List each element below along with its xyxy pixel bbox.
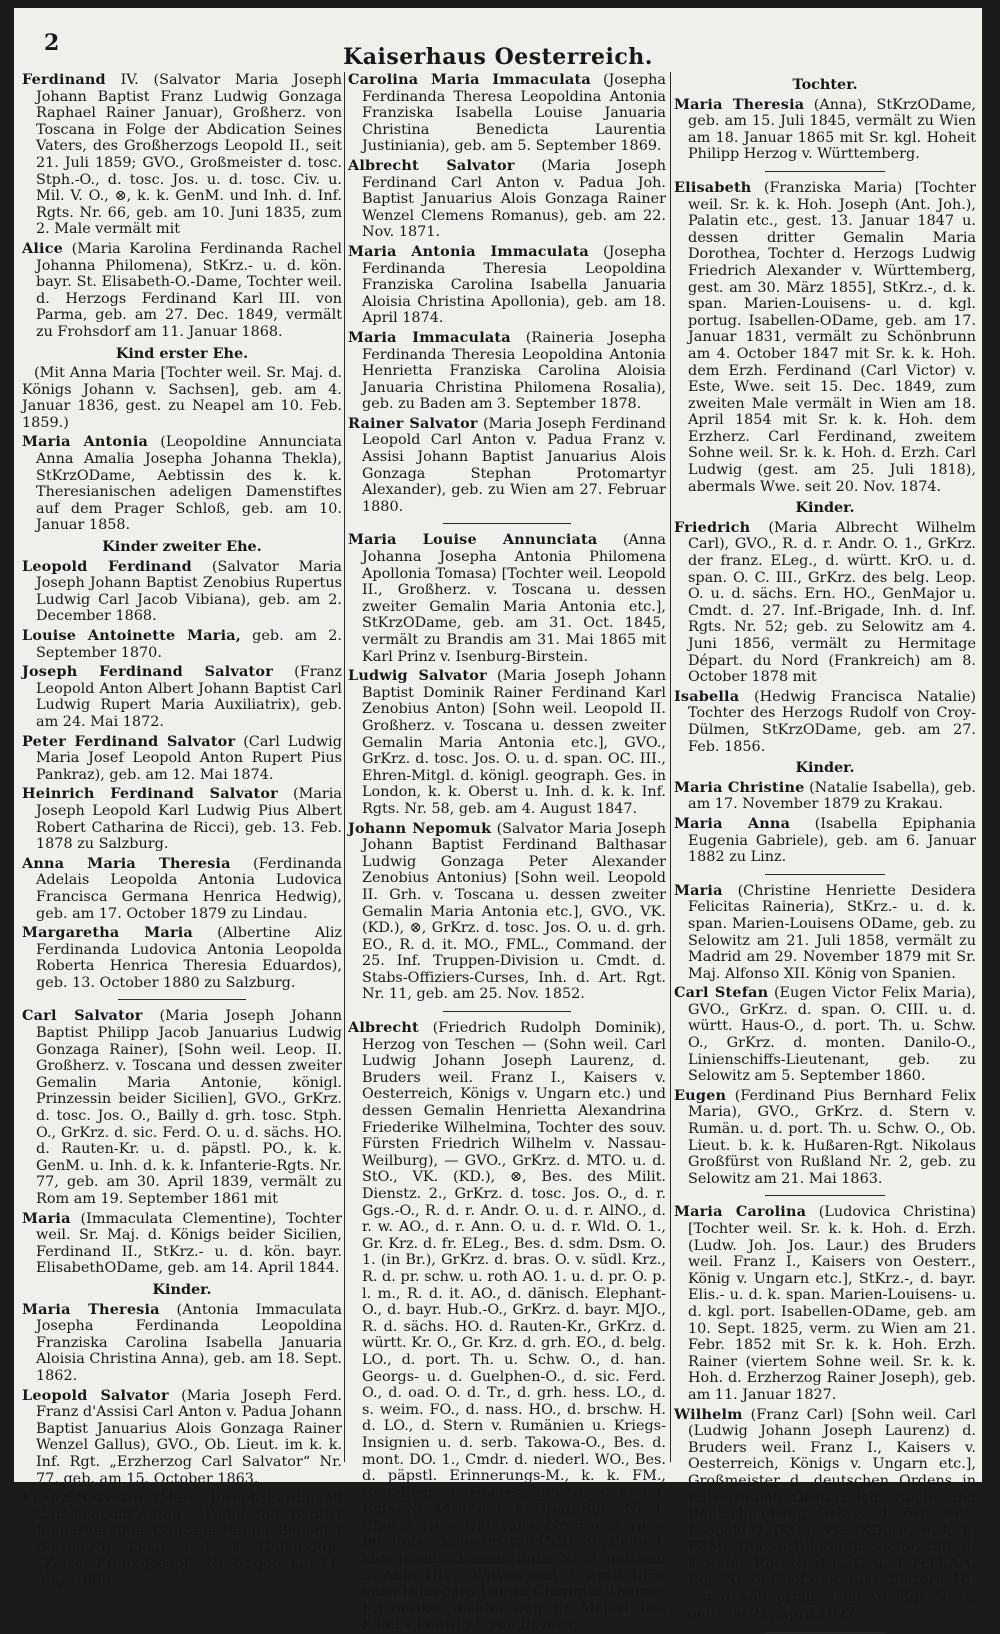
genealogy-entry (348, 244, 666, 327)
entry-name: Wilhelm (674, 1405, 743, 1423)
genealogy-entry (22, 786, 342, 852)
genealogy-entry (674, 97, 976, 163)
genealogy-entry (348, 330, 666, 413)
genealogy-entry (674, 1407, 976, 1623)
entry-name: Eugen (674, 1086, 727, 1104)
section-heading: Kind erster Ehe. (115, 344, 249, 362)
entry-name: Maria Christine (674, 778, 805, 796)
entry-name: Louise Antoinette Maria, (22, 627, 241, 644)
entry-name: Margaretha Maria (22, 924, 193, 942)
genealogy-entry (22, 1008, 342, 1207)
genealogy-entry (674, 985, 976, 1085)
separator-rule (118, 999, 246, 1000)
column-right (674, 72, 976, 1622)
entry-name: Maria Theresia (674, 95, 805, 113)
entry-text: (Natalie Isabella), geb. am 17. November 1879 zu Krakau. (688, 779, 976, 813)
entry-name: Elisabeth (674, 178, 752, 196)
section-heading: Kinder. (795, 759, 855, 777)
entry-text: (Salvator Maria Joseph Johann Baptist Zenobius Rupertus Ludwig Carl Jacob Vibiana), geb. am 2. December 1868. (36, 558, 343, 625)
genealogy-entry (22, 734, 342, 784)
entry-note (22, 365, 342, 431)
entry-name: Carl Salvator (22, 1007, 143, 1025)
entry-text: (Anna Johanna Josepha Antonia Philomena Apollonia Tomasa) [Tochter weil. Leopold II., Großherz. v. Toscana u. dessen zweiter Gemalin Maria Antonia etc.], StKrzODame, geb. am 31. Oct. 1845, vermält zu Brandis am 31. Mai 1865 mit Karl Prinz v. Isenburg-Birstein. (362, 532, 666, 665)
entry-text: (Franz Carl) [Sohn weil. Carl (Ludwig Johann Joseph Laurenz) d. Bruders weil. Franz I., Kaisers v. Oesterreich, Königs v. Ungarn etc.], Großmeister d. deutschen Ordens in Kaiserthume Oesterreich, Hoch- und Deutschmeister, GrKrz. d. öst. kais. Leopold-O. (KD.), VK. (KD.) u. ⊗; k. k. FZM., Gen.-Artillerie-Inspector, Inh. d. k. k. Inf. Rgt. Nr. 4 u. 12 u. d. Feld-Art. Rgt. Nr. 6; Chef d. k. russ. Batterie Nr. 7 u. d. kön. preuß. Feld-Art. Rgt. Nr. 1; geb. am 21. April 1827. (688, 1406, 976, 1622)
entry-name: Friedrich (674, 518, 751, 536)
column-left (22, 71, 343, 1590)
entry-text: (Franziska Maria) [Tochter weil. Sr. k. k. Hoh. Joseph (Ant. Joh.), Palatin etc., gest. 13. Januar 1847 u. dessen dritter Gemalin Maria Dorothea, Tochter d. Herzogs Ludwig Friedrich Alexander v. Württemberg, gest. am 30. März 1855], StKrz.-, d. k. span. Marien-Louisens- u. d. kgl. portug. Isabellen-ODame, geb. am 17. Januar 1831, vermält zu Schönbrunn am 4. October 1847 mit Sr. k. k. Hoh. dem Erzh. Ferdinand (Carl Victor) v. Este, Wwe. seit 15. Dec. 1849, zum zweiten Male vermält in Wien am 18. April 1854 mit Sr. k. k. Hoh. dem Erzherz. Carl Ferdinand, zweitem Sohne weil. Sr. k. k. Hoh. d. Erzh. Carl Ludwig (gest. am 25. Juli 1818), abermals Wwe. seit 20. Nov. 1874. (688, 179, 976, 495)
genealogy-entry (22, 1388, 342, 1488)
entry-text: (Maria Joseph Ferdinand Carl Anton v. Padua Joh. Baptist Januarius Alois Gonzaga Rainer Wenzel Clemens Romanus), geb. am 22. Nov. 1871. (362, 157, 666, 241)
entry-text: (Maria Joseph Ferdinand Leopold Carl Anton v. Padua Franz v. Assisi Johann Baptist Januarius Alois Gonzaga Stephan Protomartyr Alexander), geb. zu Wien am 27. Februar 1880. (362, 415, 667, 515)
entry-name: Albrecht Salvator (348, 156, 515, 174)
genealogy-entry (674, 1088, 976, 1188)
entry-text: (Maria Albrecht Wilhelm Carl), GVO., R. d. r. Andr. O. 1., GrKrz. der franz. ELeg., d. württ. KrO. u. d. span. O. C. III., GrKrz. des belg. Leop. O. u. d. sächs. Ern. HO., GenMajor u. Cmdt. d. 27. Inf.-Brigade, Inh. d. Inf. Rgts. Nr. 52; geb. zu Selowitz am 4. Juni 1856, vermält zu Hermitage Départ. du Nord (Frankreich) am 8. October 1878 mit (688, 519, 976, 686)
entry-text: (Maria Joseph Ferdinand Carl Leopold Anton v. Padua Joh. Baptist Januarius Alois Gonzaga Rainer Benedict Bernhard), Lieut. i. k. k. Uhlan.-Rgt. „Kaiser Franz Joseph“ Nr. 6, geb. am 21. Aug. 1866. (36, 1490, 343, 1590)
section-heading: Kinder. (795, 499, 855, 517)
genealogy-entry (348, 532, 666, 665)
entry-name: Maria Anna (674, 814, 791, 832)
entry-text: (Ferdinanda Adelais Leopolda Antonia Ludovica Francisca Germana Henrica Hedwig), geb. am 17. October 1879 zu Lindau. (36, 855, 342, 922)
entry-name: Isabella (674, 687, 740, 705)
genealogy-entry (674, 689, 976, 755)
genealogy-entry (348, 821, 666, 1004)
column-middle (348, 71, 667, 1634)
entry-text: (Raineria Josepha Ferdinanda Theresia Leopoldina Antonia Henrietta Franziska Carolina Aloisia Januaria Christina Philomena Rosalia), geb. zu Baden am 3. September 1878. (362, 329, 666, 413)
separator-rule (765, 874, 886, 875)
genealogy-entry (22, 1490, 342, 1590)
entry-text: (Maria Joseph Ferd. Franz d'Assisi Carl Anton v. Padua Johann Baptist Januarius Alois Gonzaga Rainer Wenzel Gallus), GVO., Ob. Lieut. im k. k. Inf. Rgt. „Erzherzog Carl Salvator“ Nr. 77, geb. am 15. October 1863. (36, 1387, 342, 1487)
entry-text: (Friedrich Rudolph Dominik), Herzog von Teschen — (Sohn weil. Carl Ludwig Johann Joseph Laurenz, d. Bruders weil. Franz I., Kaisers v. Oesterreich, Königs v. Ungarn etc.) und dessen Gemalin Henrietta Alexandrina Friederike Wilhelmina, Tochter des souv. Fürsten Friedrich Wilhelm v. Nassau-Weilburg), — GVO., GrKrz. d. MTO. u. d. StO., VK. (KD.), ⊗, Bes. des Milit. Dienstz. 2., GrKrz. d. tosc. Jos. O., d. r. Ggs.-O., R. d. r. Andr. O. u. d. r. AlNO., d. r. w. AO., d. r. Ann. O. u. d. r. Wld. O. 1., Gr. Krz. d. fr. ELeg., Bes. d. sdm. Dsm. O. 1. (in Br.), GrKrz. d. bras. O. v. südl. Krz., R. d. pr. schw. u. roth AO. 1. u. d. pr. O. p. l. m., R. d. it. AO., d. dänisch. Elephant-O., d. bayr. Hub.-O., GrKrz. d. bayr. MJO., R. d. sächs. HO. d. Rauten-Kr., GrKrz. d. württ. Kr. O., Gr. Krz. d. grh. EO., d. belg. LO., d. port. Th. u. Schw. O., d. han. Georgs- u. d. Guelphen-O., d. sic. Ferd. O., d. oad. O. d. Tr., d. grh. hess. LO., d. s. weim. FO., d. nass. HO., d. brschw. H. d. LO., d. Stern v. Rumänien u. Kriegs-Insignien u. d. serb. Takowa-O., Bes. d. mont. DO. 1., Cmdr. d. niederl. WO., Bes. d. päpstl. Erinnerungs-M., k. k. FM., Gen.-Insp. d. Heeres, Inh. d. k. k. Inf. Rgts. Nr. 44 u. d. k. k. Drag. Rgts. Nr. 4, Chef d. russ. Uhl. Rgts. Nr. 5 u. d. russ. Inf. Rgts. „Wilmanstrand“ Nr. 86, dann d. kön. preuß. Grenad. Rgts. Nr. 3; geb. am 3. Aug. 1817. Witwer seit 2. April 1864 nach Hildegard Louise Charlotte Therese Friederike, Tochter weil. Sr. Majest. des Königs Ludwig I. von Bayern. (362, 1020, 666, 1634)
entry-text: (Maria Joseph Johann Baptist Philipp Jacob Januarius Ludwig Gonzaga Rainer), [Sohn weil. Leop. II. Großherz. v. Toscana und dessen zweiter Gemalin Maria Antonie, königl. Prinzessin beider Sicilien], GVO., GrKrz. d. tosc. Jos. O., Bailly d. grh. tosc. Stph. O., GrKrz. d. sic. Ferd. O. u. d. sächs. HO. d. Rauten-Kr. u. d. päpstl. PO., k. k. GenM. u. Inh. d. k. k. Infanterie-Rgts. Nr. 77, geb. am 30. April 1839, vermält zu Rom am 19. September 1861 mit (36, 1008, 342, 1207)
genealogy-entry (674, 1204, 976, 1403)
entry-text: (Carl Ludwig Maria Josef Leopold Anton Rupert Pius Pankraz), geb. am 12. Mai 1874. (36, 733, 342, 783)
genealogy-entry (674, 520, 976, 686)
genealogy-entry (22, 1302, 342, 1385)
entry-text: (Franz Leopold Anton Albert Johann Baptist Carl Ludwig Rupert Maria Auxiliatrix), geb. am 24. Mai 1872. (36, 664, 342, 730)
entry-name: Carl Stefan (674, 984, 769, 1002)
column-rule (670, 72, 671, 1462)
separator-rule (765, 1632, 886, 1633)
entry-name: Leopold Ferdinand (22, 557, 192, 575)
entry-text: (Josepha Ferdinanda Theresia Leopoldina Franziska Carolina Isabella Januaria Aloisia Christina Apollonia), geb. am 18. April 1874. (362, 243, 666, 327)
entry-name: Johann Nepomuk (348, 819, 492, 837)
genealogy-entry (22, 72, 342, 238)
separator-rule (443, 523, 570, 524)
genealogy-entry (348, 1020, 666, 1634)
entry-name: Maria Antonia (22, 433, 149, 451)
document-page (14, 8, 982, 1634)
entry-name: Maria (22, 1209, 71, 1227)
entry-name: Maria Theresia (22, 1300, 160, 1318)
genealogy-entry (22, 925, 342, 991)
entry-name: Maria (674, 881, 723, 899)
page-number: 2 (44, 30, 60, 56)
entry-name: Maria Louise Annunciata (348, 531, 598, 549)
entry-name: Maria Carolina (674, 1203, 807, 1221)
entry-text: (Eugen Victor Felix Maria), GVO., GrKrz. d. span. O. CIII. u. d. württ. Haus-O., d. port. Th. u. Schw. O., GrKrz. d. monten. Danilo-O., Linienschiffs-Lieutenant, geb. zu Selowitz am 5. September 1860. (688, 985, 976, 1085)
entry-text: (Isabella Epiphania Eugenia Gabriele), geb. am 6. Januar 1882 zu Linz. (688, 815, 976, 866)
entry-text: (Hedwig Francisca Natalie) Tochter des Herzogs Rudolf von Croy-Dülmen, StKrzODame, geb. am 27. Feb. 1856. (688, 688, 976, 755)
entry-name: Joseph Ferdinand Salvator (22, 663, 273, 681)
genealogy-entry (22, 664, 342, 730)
entry-name: Maria Immaculata (348, 328, 511, 346)
genealogy-entry (348, 416, 666, 516)
entry-name: Rainer Salvator (348, 414, 478, 432)
entry-name: Leopold Salvator (22, 1386, 169, 1404)
entry-name: Carolina Maria Immaculata (348, 71, 591, 88)
entry-text: (Albertine Aliz Ferdinanda Ludovica Antonia Leopolda Roberta Henrica Theresia Eduardos), geb. 13. October 1880 zu Salzburg. (36, 925, 343, 991)
genealogy-entry (674, 780, 976, 813)
entry-text: (Immaculata Clementine), Tochter weil. Sr. Maj. d. Königs beider Sicilien, Ferdinand II., StKrz.- u. d. kön. bayr. ElisabethODame, geb. am 14. April 1844. (36, 1210, 342, 1277)
entry-name: Alice (22, 239, 64, 257)
separator-rule (765, 171, 886, 172)
genealogy-entry (674, 883, 976, 983)
section-heading: Kinder. (152, 1280, 212, 1298)
genealogy-entry (674, 180, 976, 495)
genealogy-entry (348, 158, 666, 241)
genealogy-entry (22, 434, 342, 534)
entry-text: (Leopoldine Annunciata Anna Amalia Josepha Johanna Thekla), StKrzODame, Aebtissin des k. k. Theresianischen adeligen Damenstiftes auf dem Prager Schloß, geb. am 10. Januar 1858. (36, 434, 342, 534)
entry-name: Ludwig Salvator (348, 667, 487, 685)
entry-text: (Mit Anna Maria [Tochter weil. Sr. Maj. d. Königs Johann v. Sachsen], geb. am 4. Januar 1836, gest. zu Neapel am 10. Feb. 1859.) (22, 365, 342, 431)
section-heading: Kinder zweiter Ehe. (102, 538, 262, 556)
genealogy-entry (22, 1211, 342, 1277)
entry-text: (Anna), StKrzODame, geb. am 15. Juli 1845, vermält zu Wien am 18. Januar 1865 mit Sr. kgl. Hoheit Philipp Herzog v. Württemberg. (688, 96, 976, 163)
entry-name: Franz Salvator (22, 1489, 146, 1507)
separator-rule (443, 1011, 570, 1012)
entry-text: (Maria Karolina Ferdinanda Rachel Johanna Philomena), StKrz.- u. d. kön. bayr. St. Elisabeth-O.-Dame, Tochter weil. d. Herzogs Ferdinand Karl III. von Parma, geb. am 27. Dec. 1849, vermält zu Frohsdorf am 11. Januar 1868. (36, 240, 342, 340)
genealogy-entry (22, 856, 342, 922)
entry-text: (Antonia Immaculata Josepha Ferdinanda Leopoldina Franziska Carolina Isabella Januaria Aloisia Christina Anna), geb. am 18. Sept. 1862. (36, 1301, 342, 1384)
section-heading: Tochter. (792, 76, 858, 93)
entry-text: (Maria Joseph Leopold Karl Ludwig Pius Albert Robert Catharina de Ricci), geb. 13. Feb. 1878 zu Salzburg. (36, 786, 342, 853)
entry-text: (Ferdinand Pius Bernhard Felix Maria), GVO., GrKrz. d. Stern v. Rumän. u. d. port. Th. u. Schw. O., Ob. Lieut. b. k. k. Hußaren-Rgt. Nikolaus Großfürst von Rußland Nr. 2, geb. zu Selowitz am 21. Mai 1863. (688, 1087, 976, 1187)
entry-text: (Ludovica Christina) [Tochter weil. Sr. k. k. Hoh. d. Erzh. (Ludw. Joh. Jos. Laur.) des Bruders weil. Franz I., Kaisers von Oesterr., König v. Ungarn etc.], StKrz.-, d. bayr. Elis.- u. d. k. span. Marien-Louisens- u. d. kgl. port. Isabellen-ODame, geb. am 10. Sept. 1825, verm. zu Wien am 21. Febr. 1852 mit Sr. k. k. Hoh. Erzh. Rainer (viertem Sohne weil. Sr. k. k. Hoh. d. Erzherzog Rainer Joseph), geb. am 11. Januar 1827. (688, 1204, 976, 1403)
genealogy-entry (22, 628, 342, 661)
entry-name: Albrecht (348, 1019, 419, 1037)
entry-name: Heinrich Ferdinand Salvator (22, 785, 278, 803)
entry-text: (Christine Henriette Desidera Felicitas Raineria), StKrz.- u. d. k. span. Marien-Louisens ODame, geb. zu Selowitz am 21. Juli 1858, vermält zu Madrid am 29. November 1879 mit Sr. Maj. Alfonso XII. König von Spanien. (688, 882, 976, 982)
genealogy-entry (348, 72, 666, 155)
entry-name: Maria Antonia Immaculata (348, 242, 589, 260)
page-title: Kaiserhaus Oesterreich. (343, 44, 653, 70)
genealogy-entry (348, 668, 666, 817)
genealogy-entry (22, 559, 342, 625)
genealogy-entry (674, 816, 976, 866)
separator-rule (765, 1195, 886, 1196)
genealogy-entry (22, 241, 342, 341)
entry-text: (Maria Joseph Johann Baptist Dominik Rainer Ferdinand Karl Zenobius Anton) [Sohn weil. Leopold II. Großherz. v. Toscana u. dessen zweiter Gemalin Maria Antonia etc.], GVO., GrKrz. d. tosc. Jos. O. u. d. span. OC. III., Ehren-Mitgl. d. königl. geograph. Ges. in London, k. k. Oberst u. Inh. d. k. k. Inf. Rgts. Nr. 58, geb. am 4. August 1847. (362, 668, 666, 817)
entry-text: (Josepha Ferdinanda Theresa Leopoldina Antonia Franziska Isabella Louise Januaria Christina Benedicta Laurentia Justiniania), geb. am 5. September 1869. (362, 72, 666, 155)
entry-name: Anna Maria Theresia (22, 854, 231, 872)
entry-name: Ferdinand (22, 71, 106, 88)
entry-text: (Salvator Maria Joseph Johann Baptist Ferdinand Balthasar Ludwig Gonzaga Peter Alexander Zenobius Antonius) [Sohn weil. Leopold II. Grh. v. Toscana u. dessen zweiter Gemalin Maria Antonia etc.], GVO., VK. (KD.), ⊗, GrKrz. d. tosc. Jos. O. u. d. grh. EO., R. d. it. MO., FML., Command. der 25. Inf. Truppen-Division u. Cmdt. d. Stabs-Offiziers-Curses, Inh. d. Art. Rgt. Nr. 11, geb. am 25. Nov. 1852. (362, 820, 667, 1003)
column-rule (344, 72, 345, 1462)
entry-text: geb. am 2. September 1870. (36, 628, 342, 661)
entry-name: Peter Ferdinand Salvator (22, 732, 236, 750)
entry-text: IV. (Salvator Maria Joseph Johann Baptist Franz Ludwig Gonzaga Raphael Rainer Januar), Großherz. von Toscana in Folge der Abdication Seines Vaters, des Großherzogs Leopold II., seit 21. Juli 1859; GVO., Großmeister d. tosc. Stph.-O., d. tosc. Jos. u. d. tosc. Civ. u. Mil. V. O., ⊗, k. k. GenM. und Inh. d. Inf. Rgts. Nr. 66, geb. am 10. Juni 1835, zum 2. Male vermält mit (36, 72, 342, 238)
